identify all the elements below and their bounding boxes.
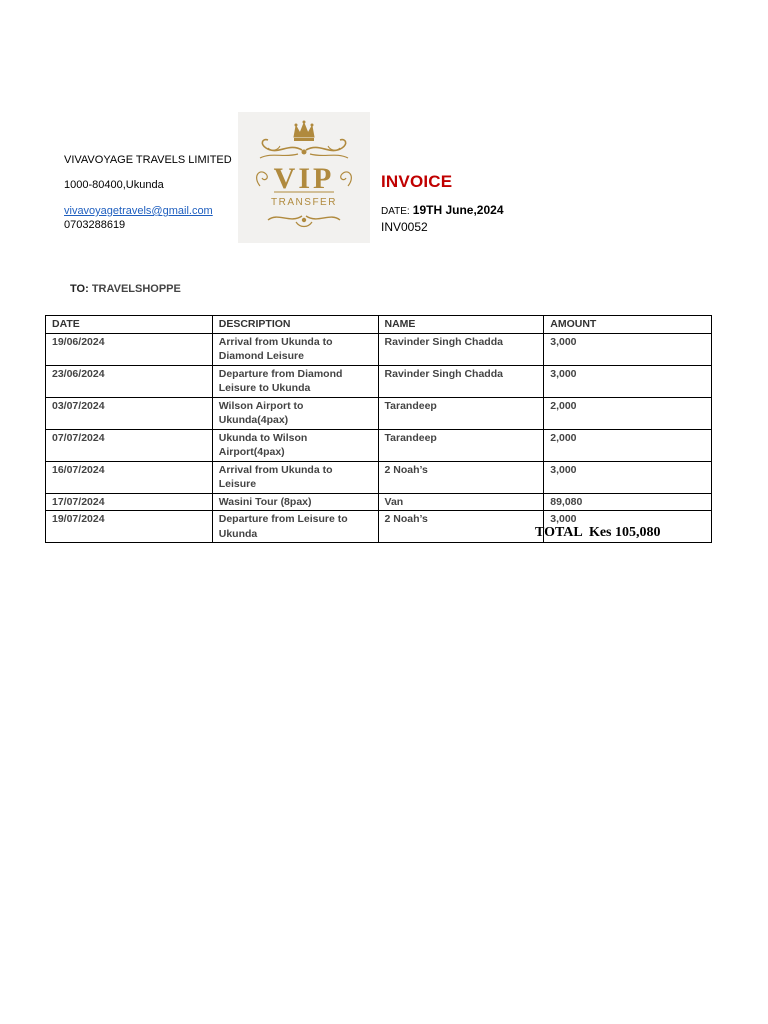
invoice-date [381,203,504,217]
invoice-number: INV0052 [381,220,428,234]
company-phone: 0703288619 [64,219,126,231]
cell-amount: 89,080 [544,493,712,511]
total-value: Kes 105,080 [588,525,661,540]
recipient-name: TRAVELSHOPPE [91,283,181,295]
company-email-link[interactable]: vivavoyagetravels@gmail.com [64,205,213,217]
cell-description: Departure from Diamond Leisure to Ukunda [212,365,378,397]
company-address: 1000-80400,Ukunda [64,179,164,191]
cell-name: Ravinder Singh Chadda [378,333,544,365]
header-date: DATE [46,316,213,334]
table-row [46,493,712,511]
cell-description: Arrival from Ukunda to Leisure [212,461,378,493]
cell-description: Arrival from Ukunda to Diamond Leisure [212,333,378,365]
company-info [64,153,232,232]
logo-main-text: VIP [273,162,335,195]
cell-amount: 2,000 [544,397,712,429]
cell-name: Van [378,493,544,511]
cell-name: 2 Noah’s [378,461,544,493]
table-header-row [46,316,712,334]
cell-date: 03/07/2024 [46,397,213,429]
table-row [46,429,712,461]
table-row [46,333,712,365]
cell-amount: 3,000 [544,333,712,365]
table-row [46,365,712,397]
cell-date: 17/07/2024 [46,493,213,511]
cell-name: 2 Noah’s [378,511,544,543]
cell-name: Ravinder Singh Chadda [378,365,544,397]
cell-date: 19/07/2024 [46,511,213,543]
cell-name: Tarandeep [378,429,544,461]
vip-transfer-logo [238,112,370,243]
cell-date: 07/07/2024 [46,429,213,461]
logo-emblem [238,112,370,243]
cell-description: Departure from Leisure to Ukunda [212,511,378,543]
cell-amount: 3,000 [544,511,712,543]
invoice-items-table [45,315,712,543]
cell-date: 23/06/2024 [46,365,213,397]
recipient-label: TO: [70,283,89,295]
header-amount: AMOUNT [544,316,712,334]
table-row [46,461,712,493]
cell-description: Ukunda to Wilson Airport(4pax) [212,429,378,461]
cell-amount: 3,000 [544,461,712,493]
invoice-total [535,525,661,541]
invoice-date-value: 19TH June,2024 [412,203,504,217]
cell-amount: 2,000 [544,429,712,461]
total-label: TOTAL [535,525,582,540]
recipient [70,283,181,295]
company-name: VIVAVOYAGE TRAVELS LIMITED [64,154,232,166]
invoice-title: INVOICE [381,172,453,191]
header-name: NAME [378,316,544,334]
cell-amount: 3,000 [544,365,712,397]
invoice-date-label: DATE: [381,206,410,217]
cell-date: 16/07/2024 [46,461,213,493]
table-row [46,397,712,429]
header-description: DESCRIPTION [212,316,378,334]
cell-description: Wilson Airport to Ukunda(4pax) [212,397,378,429]
logo-sub-text: TRANSFER [271,197,337,208]
cell-description: Wasini Tour (8pax) [212,493,378,511]
cell-name: Tarandeep [378,397,544,429]
cell-date: 19/06/2024 [46,333,213,365]
